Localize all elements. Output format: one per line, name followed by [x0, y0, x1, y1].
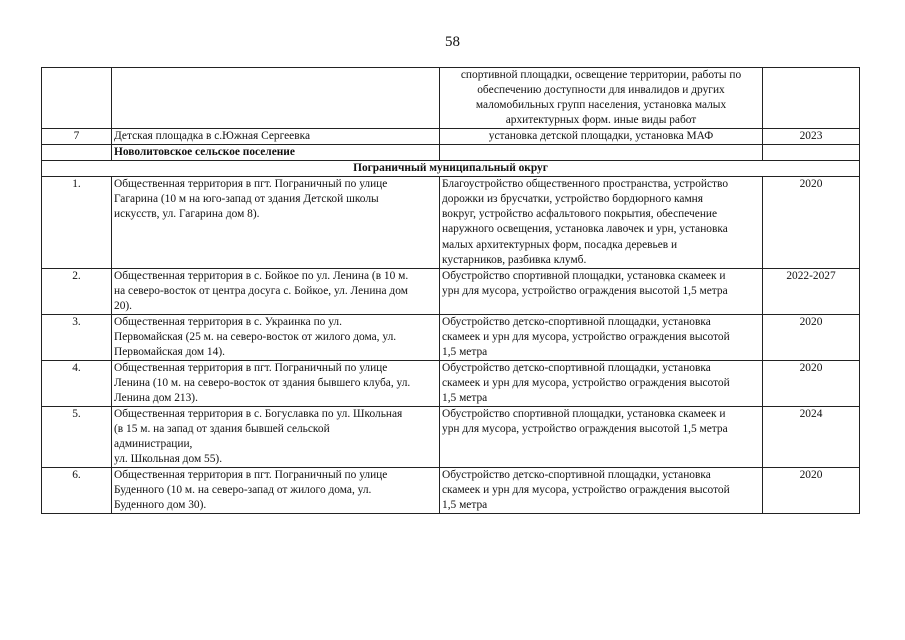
row-number-cell: 2. — [42, 268, 112, 314]
object-cell: Детская площадка в с.Южная Сергеевка — [112, 129, 440, 145]
object-text: Общественная территория в пгт. Пограничный по улице Гагарина (10 м на юго-запад от здания Детской школы искусств, ул. Гагарина дом 8). — [114, 178, 388, 221]
object-cell — [112, 177, 440, 268]
district-heading: Пограничный муниципальный округ — [42, 161, 860, 177]
year-cell: 2023 — [763, 129, 860, 145]
object-text: Общественная территория в с. Бойкое по ул. Ленина (в 10 м. на северо-восток от центра досуга с. Бойкое, ул. Ленина дом 20). — [114, 269, 409, 312]
year-cell — [763, 68, 860, 129]
row-number-cell: 6. — [42, 468, 112, 514]
table-row — [42, 360, 860, 406]
year-cell: 2020 — [763, 468, 860, 514]
object-cell — [112, 268, 440, 314]
object-text: Общественная территория в с. Украинка по ул. Первомайская (25 м. на северо-восток от жилого дома, ул. Первомайская дом 14). — [114, 315, 397, 358]
object-text: Общественная территория в пгт. Пограничный по улице Ленина (10 м. на северо-восток от здания бывшего клуба, ул. Ленина дом 213). — [114, 361, 411, 404]
works-cell — [440, 468, 763, 514]
row-number-cell — [42, 68, 112, 129]
year-cell: 2020 — [763, 314, 860, 360]
object-text: Общественная территория в с. Богуславка по ул. Школьная (в 15 м. на запад от здания бывшей сельской администрации, ул. Школьная дом 55). — [114, 408, 403, 466]
section-row — [42, 161, 860, 177]
works-cell — [440, 268, 763, 314]
section-row — [42, 145, 860, 161]
table-row — [42, 129, 860, 145]
year-cell: 2020 — [763, 177, 860, 268]
works-text: спортивной площадки, освещение территории, работы по обеспечению доступности для инвалидов и других маломобильных групп населения, установка малых архитектурных форм. иные виды работ — [460, 69, 742, 127]
empty-cell — [440, 145, 763, 161]
object-cell — [112, 407, 440, 468]
row-number-cell: 7 — [42, 129, 112, 145]
works-cell — [440, 68, 763, 129]
works-cell — [440, 177, 763, 268]
settlement-heading: Новолитовское сельское поселение — [112, 145, 440, 161]
table-row — [42, 468, 860, 514]
works-cell — [440, 360, 763, 406]
year-cell: 2022-2027 — [763, 268, 860, 314]
empty-cell — [763, 145, 860, 161]
works-text: Обустройство спортивной площадки, установка скамеек и урн для мусора, устройство ограждения высотой 1,5 метра — [442, 408, 728, 436]
works-text: Обустройство детско-спортивной площадки, установка скамеек и урн для мусора, устройство ограждения высотой 1,5 метра — [442, 315, 730, 358]
object-cell — [112, 314, 440, 360]
row-number-cell: 1. — [42, 177, 112, 268]
object-cell — [112, 360, 440, 406]
year-cell: 2024 — [763, 407, 860, 468]
table-row — [42, 407, 860, 468]
empty-cell — [42, 145, 112, 161]
works-cell: установка детской площадки, установка МАФ — [440, 129, 763, 145]
table-row — [42, 314, 860, 360]
works-text: Обустройство детско-спортивной площадки, установка скамеек и урн для мусора, устройство ограждения высотой 1,5 метра — [442, 361, 730, 404]
improvement-table — [41, 67, 860, 514]
table-row — [42, 177, 860, 268]
object-text: Общественная территория в пгт. Пограничный по улице Буденного (10 м. на северо-запад от жилого дома, ул. Буденного дом 30). — [114, 469, 388, 512]
row-number-cell: 3. — [42, 314, 112, 360]
row-number-cell: 5. — [42, 407, 112, 468]
works-cell — [440, 407, 763, 468]
object-cell — [112, 68, 440, 129]
table-row — [42, 68, 860, 129]
row-number-cell: 4. — [42, 360, 112, 406]
year-cell: 2020 — [763, 360, 860, 406]
table-row — [42, 268, 860, 314]
works-text: Обустройство спортивной площадки, установка скамеек и урн для мусора, устройство ограждения высотой 1,5 метра — [442, 269, 728, 297]
works-text: Обустройство детско-спортивной площадки, установка скамеек и урн для мусора, устройство ограждения высотой 1,5 метра — [442, 469, 730, 512]
page-number: 58 — [445, 34, 460, 50]
works-text: Благоустройство общественного пространства, устройство дорожки из брусчатки, устройство бордюрного камня вокруг, устройство асфальтового покрытия, обеспечение наружного освещения, установка лавочек и урн, установка малых архитектурных форм, посадка деревьев и кустарников, разбивка клумб. — [442, 178, 729, 266]
works-cell — [440, 314, 763, 360]
object-cell — [112, 468, 440, 514]
